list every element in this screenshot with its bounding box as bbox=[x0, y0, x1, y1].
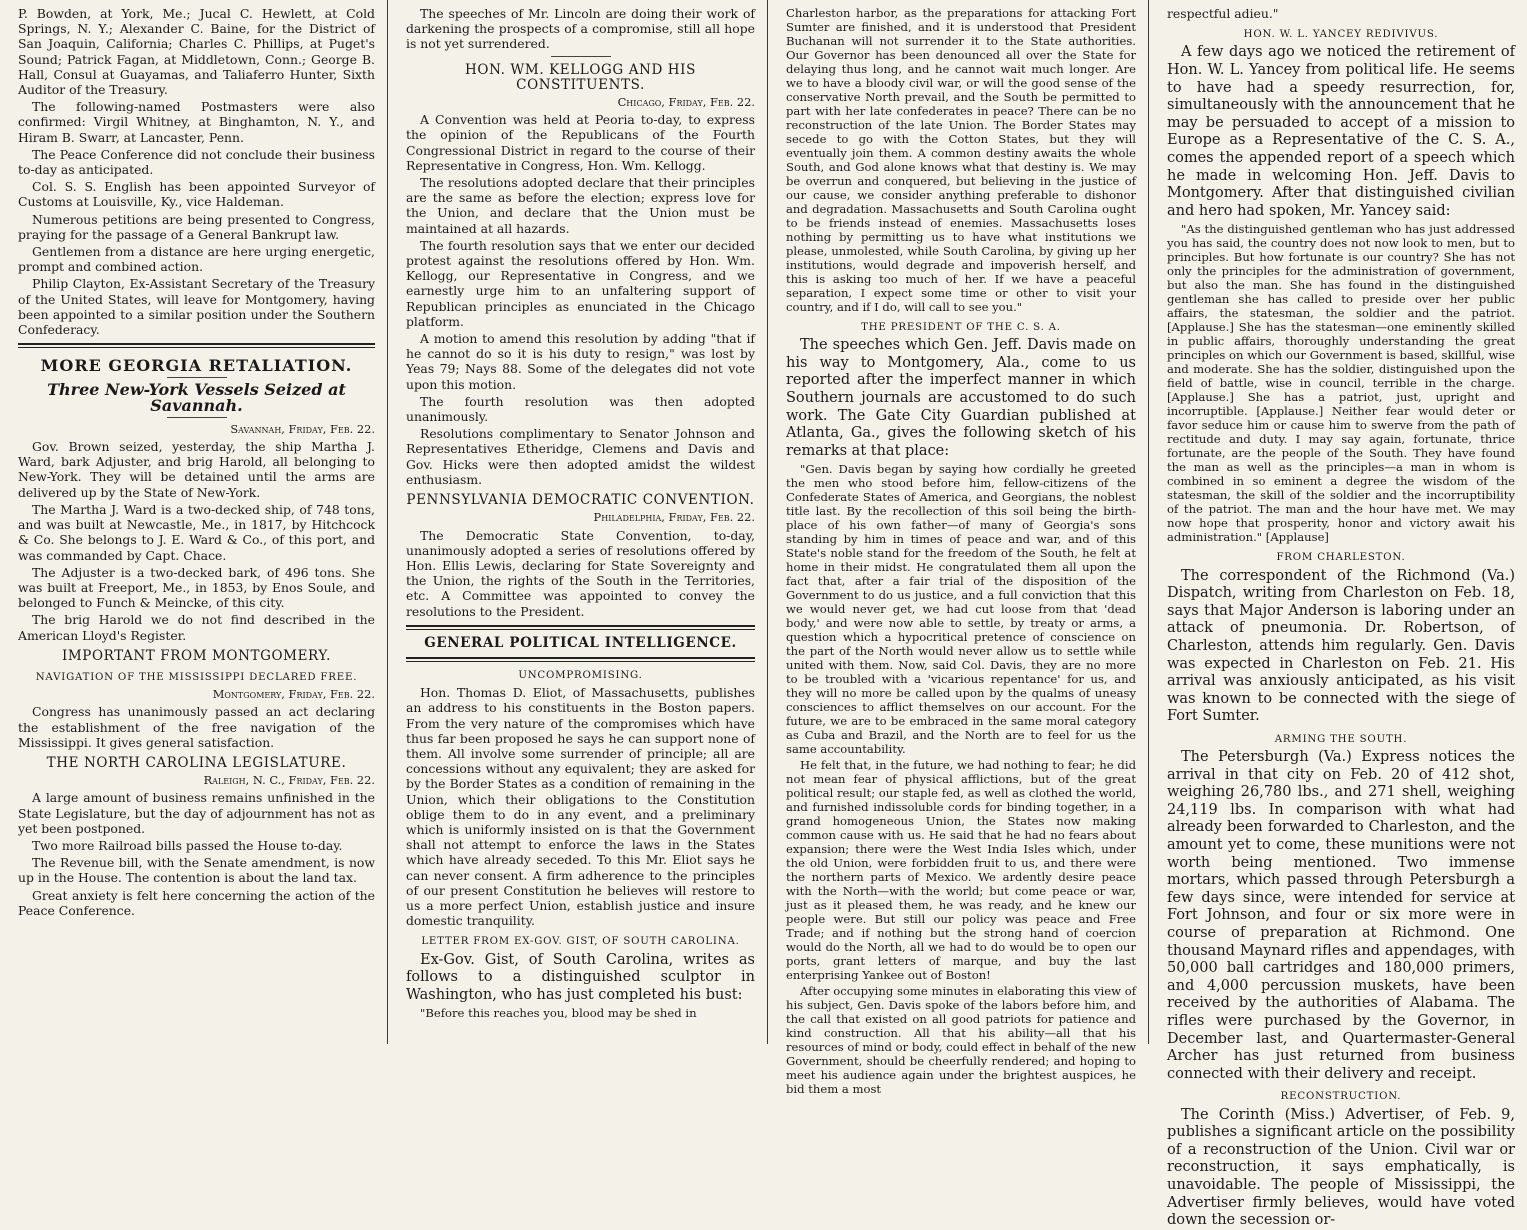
subheadline: LETTER FROM EX-GOV. GIST, OF SOUTH CAROLINA. bbox=[421, 936, 740, 948]
paragraph: He felt that, in the future, we had nothing to fear; he did not mean fear of physical afflictions, but of the great political result; our staple fed, as well as clothed the world, and furnished indissoluble cords for binding together, in a grand homogeneous Union, the States now making common cause with us. He said that he had no fears about expansion; there were the West India Isles which, under the old Union, were forbidden fruit to us, and there were the northern parts of Mexico. We ardently desire peace with the North—with the world; but come peace or war, just as it pleased them, he was ready, and he knew our people were. But still our policy was peace and Free Trade; and if nothing but the strong hand of coercion would do the North, all we had to do would be to open our ports, grant letters of marque, and buy the last enterprising Yankee out of Boston! bbox=[786, 758, 1136, 983]
paragraph: The Corinth (Miss.) Advertiser, of Feb. 9, publishes a significant article on the possibility of a reconstruction of the Union. Civil war or reconstruction, it says emphatically, is unavoidable. The people of Mississippi, the Advertiser firmly believes, would have voted down the secession or- bbox=[1167, 1106, 1515, 1229]
column-3 bbox=[767, 0, 1148, 1097]
paragraph: P. Bowden, at York, Me.; Jucal C. Hewlett, at Cold Springs, N. Y.; Alexander C. Baine, for the District of San Joaquin, California; Charles C. Phillips, at Puget's Sound; Patrick Fagan, at Middletown, Conn.; George B. Hall, Consul at Guayamas, and Taliaferro Hunter, Sixth Auditor of the Treasury. bbox=[18, 6, 375, 98]
divider bbox=[18, 343, 375, 348]
paragraph: Resolutions complimentary to Senator Johnson and Representatives Etheridge, Clemens and Davis and Gov. Hicks were then adopted amidst the wildest enthusiasm. bbox=[406, 426, 755, 487]
column-4 bbox=[1148, 0, 1527, 1229]
subheadline: ARMING THE SOUTH. bbox=[1274, 733, 1408, 745]
paragraph: The Adjuster is a two-decked bark, of 496 tons. She was built at Freeport, Me., in 1853, by Enos Soule, and belonged to Funch & Meincke, of this city. bbox=[18, 564, 375, 611]
paragraph: Philip Clayton, Ex-Assistant Secretary of the Treasury of the United States, will leave for Montgomery, having been appointed to a similar position under the Southern Confederacy. bbox=[18, 276, 375, 338]
subheadline: HON. W. L. YANCEY REDIVIVUS. bbox=[1243, 29, 1439, 41]
dateline: Chicago, Friday, Feb. 22. bbox=[617, 95, 755, 110]
divider bbox=[406, 657, 755, 662]
paragraph: Numerous petitions are being presented to Congress, praying for the passage of a General Bankrupt law. bbox=[18, 211, 375, 242]
paragraph: The Petersburgh (Va.) Express notices the arrival in that city on Feb. 20 of 412 shot, weighing 26,780 lbs., and 271 shell, weighing 24,119 lbs. In comparison with what had already been forwarded to Charleston, and the amount yet to come, these munitions were not worth being mentioned. Two immense mortars, which passed through Petersburgh a few days since, were intended for service at Fort Johnson, and four or six more were in course of preparation at Richmond. One thousand Maynard rifles and appendages, with 50,000 ball cartridges and 180,000 primers, and 4,000 percussion muskets, have been received by the authorities of Alabama. The rifles were purchased by the Governor, in December last, and Quartermaster-General Archer has just returned from business connected with their delivery and receipt. bbox=[1167, 749, 1515, 1082]
paragraph: A Convention was held at Peoria to-day, to express the opinion of the Republicans of the Fourth Congressional District in regard to the course of their Representative in Congress, Hon. Wm. Kellogg. bbox=[406, 112, 755, 173]
divider bbox=[551, 56, 611, 57]
paragraph: Charleston harbor, as the preparations for attacking Fort Sumter are finished, and it is understood that President Buchanan will not surrender it to the State authorities. Our Governor has been denounced all over the State for delaying thus long, and he cannot wait much longer. Are we to have a bloody civil war, or will the good sense of the conservative North prevail, and the South be permitted to part with her late confederates in peace? There can be no reconstruction of the late Union. The Border States may secede to go with the Cotton States, but they will eventually join them. A common destiny awaits the whole South, and God alone knows what that destiny is. We may be overrun and conquered, but believing in the justice of our cause, we consider anything preferable to dishonor and degradation. Massachusetts and South Carolina ought to be friends instead of enemies. Massachusetts loses nothing by permitting us to have what institutions we please, unmolested, while South Carolina, by giving up her institutions, would degrade and impoverish herself, and this is asking too much of her. If we have a peaceful separation, I expect some time or other to visit your country, and if I do, will call to see you." bbox=[786, 6, 1136, 314]
paragraph: "Gen. Davis began by saying how cordially he greeted the men who stood before him, fellow-citizens of the Confederate States of America, and Georgians, the noblest title last. By the recollection of this soil being the birth-place of his own father—of many of Georgia's sons standing by him in times of peace and war, and of this State's noble stand for the freedom of the South, he felt at home in their midst. He congratulated them all upon the fact that, after a fair trial of the disposition of the Government to do us justice, and a full conviction that this we would never get, we had cut loose from that 'dead body,' and were now able to settle, by treaty or arms, a question which a hypocritical pretence of conscience on the part of the North would never allow us to settle while united with them. Now, said Col. Davis, they are no more to be troubled with a 'vicarious repentance' for us, and they will no more be called upon by the qualms of uneasy consciences to afflict themselves on our account. For the future, we are to be embraced in the same moral category as Cuba and Brazil, and the North are to feel for us the same accountability. bbox=[786, 462, 1136, 757]
divider bbox=[167, 377, 227, 378]
paragraph: Congress has unanimously passed an act declaring the establishment of the free navigation of the Mississippi. It gives general satisfaction. bbox=[18, 704, 375, 750]
paragraph: The correspondent of the Richmond (Va.) Dispatch, writing from Charleston on Feb. 18, says that Major Anderson is laboring under an attack of pneumonia. Dr. Robertson, of Charleston, attends him regularly. Gen. Davis was expected in Charleston on Feb. 21. His arrival was anxiously anticipated, as his visit was known to be connected with the siege of Fort Sumter. bbox=[1167, 567, 1515, 725]
paragraph: After occupying some minutes in elaborating this view of his subject, Gen. Davis spoke of the labors before him, and the call that existed on all good patriots for patience and kind construction. All that his ability—all that his resources of mind or body, could effect in behalf of the new Government, should be cheerfully rendered; and hoping to meet his audience again under the brightest auspices, he bid them a most bbox=[786, 984, 1136, 1097]
paragraph: The fourth resolution says that we enter our decided protest against the resolutions offered by Hon. Wm. Kellogg, our Representative in Congress, and we earnestly urge him to an unfaltering support of Republican principles as enunciated in the Chicago platform. bbox=[406, 237, 755, 329]
paragraph: The Revenue bill, with the Senate amendment, is now up in the House. The contention is about the land tax. bbox=[18, 855, 375, 886]
paragraph: Col. S. S. English has been appointed Surveyor of Customs at Louisville, Ky., vice Haldeman. bbox=[18, 179, 375, 210]
paragraph: "As the distinguished gentleman who has just addressed you has said, the country does not now look to men, but to principles. But how fortunate is our country? She has not only the principles for the administration of government, but also the man. She has found in the distinguished gentleman she has called to preside over her public affairs, the statesman, the soldier and the patriot. [Applause.] She has the statesman—one eminently skilled in public affairs, thoroughly understanding the great principles on which our Government is based, skillful, wise and moderate. She has the soldier, distinguished upon the field of battle, wise in council, terrible in the charge. [Applause.] She has a patriot, just, upright and incorruptible. [Applause.] Neither fear would deter or favor seduce him or cause him to swerve from the path of rectitude and duty. I may say again, fortunate, thrice fortunate, are the people of the South. They have found the man as well as the principles—a man in whom is combined in so eminent a degree the wisdom of the statesman, the skill of the soldier and the incorruptibility of the patriot. The man and the hour have met. We may now hope that prosperity, honor and victory await his administration." [Applause] bbox=[1167, 222, 1515, 545]
paragraph: The following-named Postmasters were also confirmed: Virgil Whitney, at Binghamton, N. Y., and Hiram B. Swarr, at Lancaster, Penn. bbox=[18, 99, 375, 145]
dateline: Savannah, Friday, Feb. 22. bbox=[230, 421, 375, 436]
dateline: Philadelphia, Friday, Feb. 22. bbox=[593, 510, 755, 525]
paragraph: respectful adieu." bbox=[1167, 6, 1279, 21]
headline: PENNSYLVANIA DEMOCRATIC CONVENTION. bbox=[406, 492, 755, 509]
paragraph: Gov. Brown seized, yesterday, the ship Martha J. Ward, bark Adjuster, and brig Harold, all belonging to New-York. They will be detained until the arms are delivered up by the State of New-York. bbox=[18, 439, 375, 500]
subheadline: Three New-York Vessels Seized at Savannah. bbox=[47, 380, 346, 415]
paragraph: Hon. Thomas D. Eliot, of Massachusetts, publishes an address to his constituents in the Boston papers. From the very nature of the compromises which have thus far been proposed he says he can support none of them. All involve some surrender of principle; all are concessions without any equivalent; they are asked for by the Border States as a condition of remaining in the Union, which their obligations to the Constitution oblige them to do in any event, and a preliminary which is uniformly insisted on is that the Government shall not attempt to enforce the laws in the States which have already seceded. To this Mr. Eliot says he can never consent. A firm adherence to the principles of our present Constitution he believes will restore to us a more perfect Union, establish justice and insure domestic tranquility. bbox=[406, 685, 755, 929]
paragraph: The speeches which Gen. Jeff. Davis made on his way to Montgomery, Ala., come to us reported after the imperfect manner in which Southern journals are accustomed to do such work. The Gate City Guardian published at Atlanta, Ga., gives the following sketch of his remarks at that place: bbox=[786, 337, 1136, 459]
dateline: Raleigh, N. C., Friday, Feb. 22. bbox=[203, 773, 375, 788]
paragraph: Great anxiety is felt here concerning the action of the Peace Conference. bbox=[18, 887, 375, 918]
paragraph: A few days ago we noticed the retirement of Hon. W. L. Yancey from political life. He seems to have had a speedy resurrection, for, simultaneously with the announcement that he may be persuaded to accept of a mission to Europe as a Representative of the C. S. A., comes the appended report of a speech which he made in welcoming Hon. Jeff. Davis to Montgomery. After that distinguished civilian and hero had spoken, Mr. Yancey said: bbox=[1167, 44, 1515, 219]
paragraph: The Democratic State Convention, to-day, unanimously adopted a series of resolutions offered by Hon. Ellis Lewis, declaring for State Sovereignty and the Union, the rights of the South in the Territories, etc. A Committee was appointed to convey the resolutions to the President. bbox=[406, 527, 755, 619]
paragraph: "Before this reaches you, blood may be shed in bbox=[420, 1006, 697, 1021]
paragraph: The resolutions adopted declare that their principles are the same as before the election; express love for the Union, and declare that the Union must be maintained at all hazards. bbox=[406, 175, 755, 236]
divider bbox=[167, 417, 227, 418]
paragraph: The Martha J. Ward is a two-decked ship, of 748 tons, and was built at Newcastle, Me., in 1817, by Hitchcock & Co. She belongs to J. E. Ward & Co., of this port, and was commanded by Capt. Chace. bbox=[18, 501, 375, 563]
headline: MORE GEORGIA RETALIATION. bbox=[40, 356, 353, 376]
subheadline: NAVIGATION OF THE MISSISSIPPI DECLARED FREE. bbox=[35, 671, 358, 683]
column-1 bbox=[0, 0, 387, 1044]
paragraph: Ex-Gov. Gist, of South Carolina, writes as follows to a distinguished sculptor in Washington, who has just completed his bust: bbox=[406, 951, 755, 1003]
subheadline: FROM CHARLESTON. bbox=[1276, 552, 1406, 564]
paragraph: Two more Railroad bills passed the House to-day. bbox=[32, 837, 343, 853]
subheadline: UNCOMPROMISING. bbox=[518, 669, 643, 681]
paragraph: The fourth resolution was then adopted unanimously. bbox=[406, 393, 755, 425]
headline: HON. WM. KELLOGG AND HIS CONSTITUENTS. bbox=[465, 61, 696, 93]
paragraph: Gentlemen from a distance are here urging energetic, prompt and combined action. bbox=[18, 244, 375, 275]
paragraph: The speeches of Mr. Lincoln are doing their work of darkening the prospects of a compromise, still all hope is not yet surrendered. bbox=[406, 6, 755, 52]
divider bbox=[406, 625, 755, 630]
subheadline: THE PRESIDENT OF THE C. S. A. bbox=[861, 322, 1061, 333]
paragraph: A large amount of business remains unfinished in the State Legislature, but the day of adjournment has not as yet been postponed. bbox=[18, 790, 375, 836]
paragraph: A motion to amend this resolution by adding "that if he cannot do so it is his duty to resign," was lost by Yeas 79; Nays 88. Some of the delegates did not vote upon this motion. bbox=[406, 331, 755, 392]
paragraph: The Peace Conference did not conclude their business to-day as anticipated. bbox=[18, 146, 375, 178]
headline: THE NORTH CAROLINA LEGISLATURE. bbox=[46, 754, 347, 771]
section-headline: GENERAL POLITICAL INTELLIGENCE. bbox=[424, 634, 737, 651]
paragraph: The brig Harold we do not find described in the American Lloyd's Register. bbox=[18, 612, 375, 643]
headline: IMPORTANT FROM MONTGOMERY. bbox=[61, 647, 332, 664]
column-2 bbox=[387, 0, 767, 1044]
dateline: Montgomery, Friday, Feb. 22. bbox=[212, 687, 375, 702]
subheadline: RECONSTRUCTION. bbox=[1280, 1091, 1402, 1103]
